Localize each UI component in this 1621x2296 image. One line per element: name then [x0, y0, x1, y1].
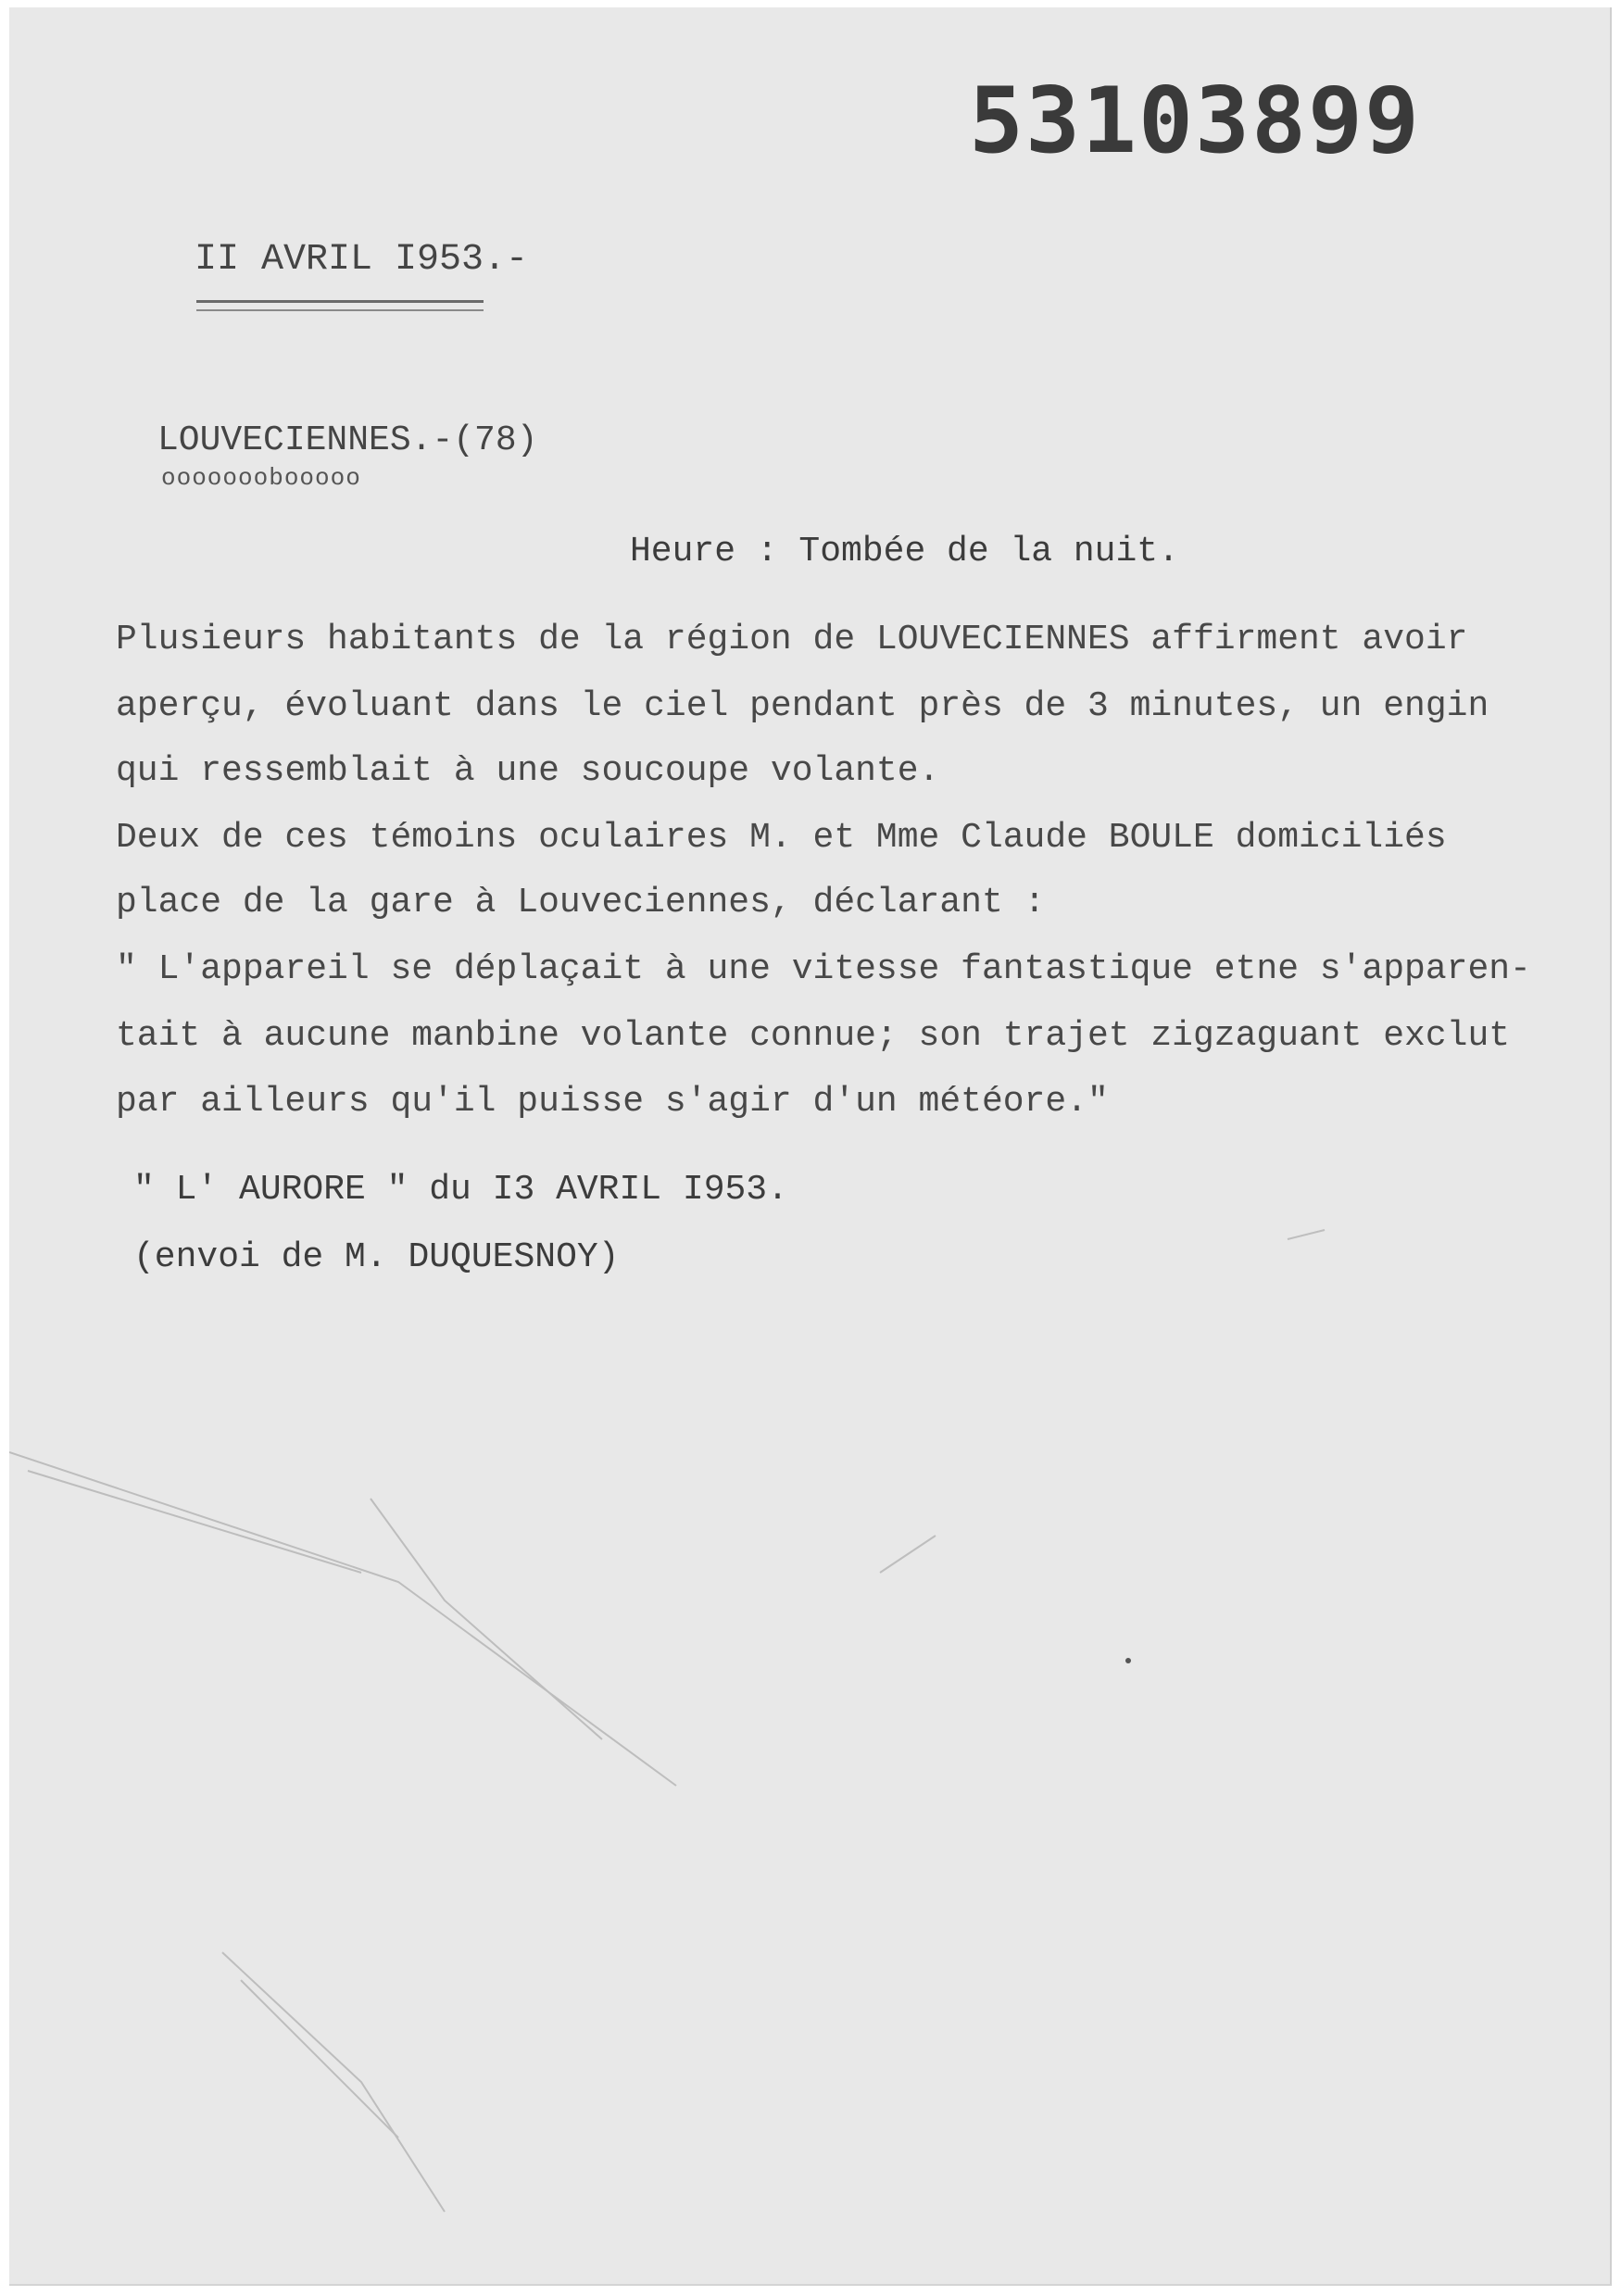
- time-of-event: Heure : Tombée de la nuit.: [630, 532, 1179, 571]
- location-heading: LOUVECIENNES.-(78): [157, 420, 538, 460]
- body-line: par ailleurs qu'il puisse s'agir d'un météore.": [116, 1082, 1109, 1122]
- body-line: Deux de ces témoins oculaires M. et Mme Claude BOULE domiciliés: [116, 818, 1447, 858]
- body-line: Plusieurs habitants de la région de LOUVECIENNES affirment avoir: [116, 620, 1468, 659]
- body-line: aperçu, évoluant dans le ciel pendant près de 3 minutes, un engin: [116, 686, 1489, 726]
- speck: [1125, 1658, 1131, 1663]
- body-line: qui ressemblait à une soucoupe volante.: [116, 751, 940, 791]
- newspaper-source: " L' AURORE " du I3 AVRIL I953.: [133, 1170, 788, 1210]
- body-line: tait à aucune manbine volante connue; son trajet zigzaguant exclut: [116, 1016, 1511, 1056]
- body-line: " L'appareil se déplaçait à une vitesse fantastique etne s'apparen-: [116, 949, 1531, 989]
- location-underline-circles: ooooooobooooo: [161, 464, 361, 492]
- sender-note: (envoi de M. DUQUESNOY): [133, 1237, 620, 1277]
- body-line: place de la gare à Louveciennes, déclarant :: [116, 883, 1046, 922]
- document-date: II AVRIL I953.-: [195, 239, 529, 281]
- paper-scratch-marks: [9, 7, 1610, 2284]
- reference-number-stamp: 53103899: [969, 69, 1422, 174]
- document-page: [9, 7, 1612, 2286]
